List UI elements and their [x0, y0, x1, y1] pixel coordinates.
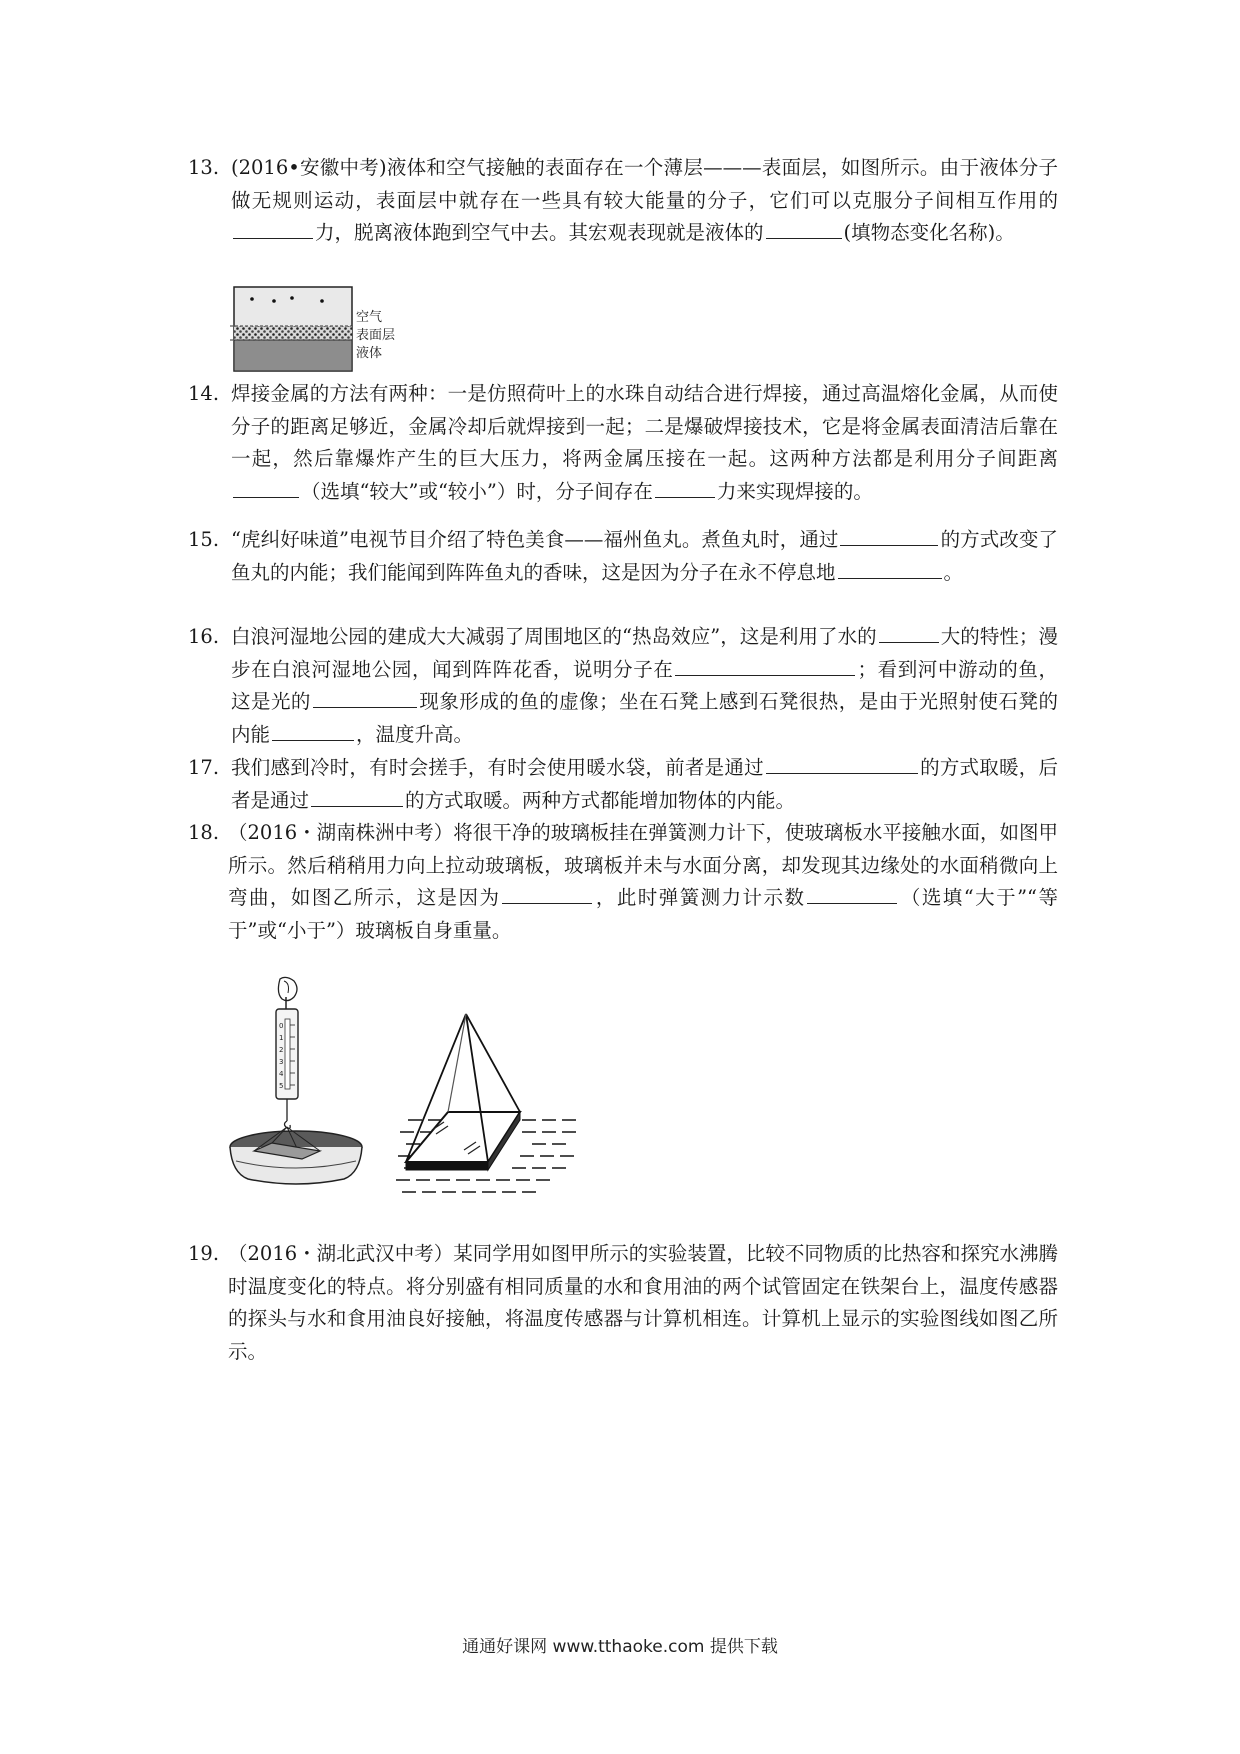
- question-text: “虎纠好味道”电视节目介绍了特色美食——福州鱼丸。煮鱼丸时，通过 的方式改变了鱼丸的内能；我们能闻到阵阵鱼丸的香味，这是因为分子在永不停息地 。: [231, 528, 1058, 584]
- answer-blank[interactable]: [311, 805, 403, 807]
- question-number: 17.: [188, 756, 220, 779]
- scale-digit: 4: [279, 1070, 284, 1078]
- question-number: 18.: [188, 821, 220, 844]
- label-liquid: 液体: [356, 346, 383, 361]
- question-16: [188, 621, 1058, 751]
- scale-digit: 0: [279, 1022, 284, 1030]
- question-text: （2016・湖北武汉中考）某同学用如图甲所示的实验装置，比较不同物质的比热容和探究水沸腾时温度变化的特点。将分别盛有相同质量的水和食用油的两个试管固定在铁架台上，温度传感器的探头与水和食用油良好接触，将温度传感器与计算机相连。计算机上显示的实验图线如图乙所示。: [228, 1242, 1058, 1363]
- question-text: 我们感到冷时，有时会搓手，有时会使用暖水袋，前者是通过 的方式取暖，后者是通过 的方式取暖。两种方式都能增加物体的内能。: [231, 756, 1058, 812]
- question-text: (2016•安徽中考)液体和空气接触的表面存在一个薄层———表面层，如图所示。由于液体分子做无规则运动，表面层中就存在一些具有较大能量的分子，它们可以克服分子间相互作用的力，脱离液体跑到空气中去。其宏观表现就是液体的 (填物态变化名称)。: [231, 156, 1058, 244]
- figure-glass-plate-pyramid: [392, 1000, 622, 1214]
- question-18: [188, 817, 1058, 947]
- figure-spring-balance: [228, 975, 388, 1194]
- question-text: 焊接金属的方法有两种：一是仿照荷叶上的水珠自动结合进行焊接，通过高温熔化金属，从而使分子的距离足够近，金属冷却后就焊接到一起；二是爆破焊接技术，它是将金属表面清洁后靠在一起，然后靠爆炸产生的巨大压力，将两金属压接在一起。这两种方法都是利用分子间距离（选填“较大”或“较小”）时，分子间存在 力来实现焊接的。: [231, 382, 1058, 503]
- question-14: [188, 378, 1058, 508]
- scale-digit: 1: [279, 1034, 284, 1042]
- spring-balance-svg: [228, 975, 388, 1190]
- answer-blank[interactable]: [233, 237, 313, 239]
- air-molecule: [290, 296, 294, 300]
- glass-plate-front-edge: [406, 1162, 488, 1170]
- page-footer: 通通好课网 www.tthaoke.com 提供下载: [462, 1637, 778, 1657]
- answer-blank[interactable]: [879, 641, 939, 643]
- question-17: [188, 752, 1058, 817]
- question-text: 白浪河湿地公园的建成大大减弱了周围地区的“热岛效应”，这是利用了水的 大的特性；漫步在白浪河湿地公园，闻到阵阵花香，说明分子在 ；看到河中游动的鱼，这是光的 现象形成的鱼的虚像；坐在石凳上感到石凳很热，是由于光照射使石凳的内能 ，温度升高。: [231, 625, 1058, 746]
- scale-digit: 2: [279, 1046, 284, 1054]
- answer-blank[interactable]: [502, 902, 592, 904]
- surface-layer-svg: [230, 285, 440, 375]
- air-molecule: [272, 299, 276, 303]
- label-surface-layer: 表面层: [356, 328, 396, 343]
- scale-slot: [285, 1019, 290, 1089]
- answer-blank[interactable]: [840, 544, 938, 546]
- question-number: 14.: [188, 382, 220, 405]
- liquid-region: [234, 340, 352, 371]
- question-19: [188, 1238, 1058, 1368]
- answer-blank[interactable]: [313, 706, 417, 708]
- answer-blank[interactable]: [272, 739, 354, 741]
- answer-blank[interactable]: [766, 237, 842, 239]
- surface-layer-diagram: [230, 285, 440, 379]
- surface-layer-band: [234, 326, 352, 340]
- question-number: 16.: [188, 625, 220, 648]
- answer-blank[interactable]: [838, 577, 942, 579]
- question-number: 15.: [188, 528, 220, 551]
- question-13: [188, 152, 1058, 250]
- question-number: 13.: [188, 156, 220, 179]
- answer-blank[interactable]: [766, 772, 918, 774]
- label-air: 空气: [356, 310, 383, 325]
- answer-blank[interactable]: [655, 496, 715, 498]
- answer-blank[interactable]: [807, 902, 897, 904]
- pyramid-edge-hidden: [448, 1014, 466, 1112]
- question-15: [188, 524, 1058, 589]
- answer-blank[interactable]: [233, 496, 299, 498]
- answer-blank[interactable]: [675, 674, 855, 676]
- question-number: 19.: [188, 1242, 220, 1265]
- pyramid-svg: [392, 1000, 622, 1210]
- scale-digit: 5: [279, 1082, 284, 1090]
- air-molecule: [250, 297, 254, 301]
- air-molecule: [320, 299, 324, 303]
- question-text: （2016・湖南株洲中考）将很干净的玻璃板挂在弹簧测力计下，使玻璃板水平接触水面，如图甲所示。然后稍稍用力向上拉动玻璃板，玻璃板并未与水面分离，却发现其边缘处的水面稍微向上弯曲，如图乙所示，这是因为 ，此时弹簧测力计示数 （选填“大于”“等于”或“小于”）玻璃板自身重量。: [228, 821, 1058, 942]
- scale-digit: 3: [279, 1058, 284, 1066]
- hand-icon: [278, 977, 297, 1000]
